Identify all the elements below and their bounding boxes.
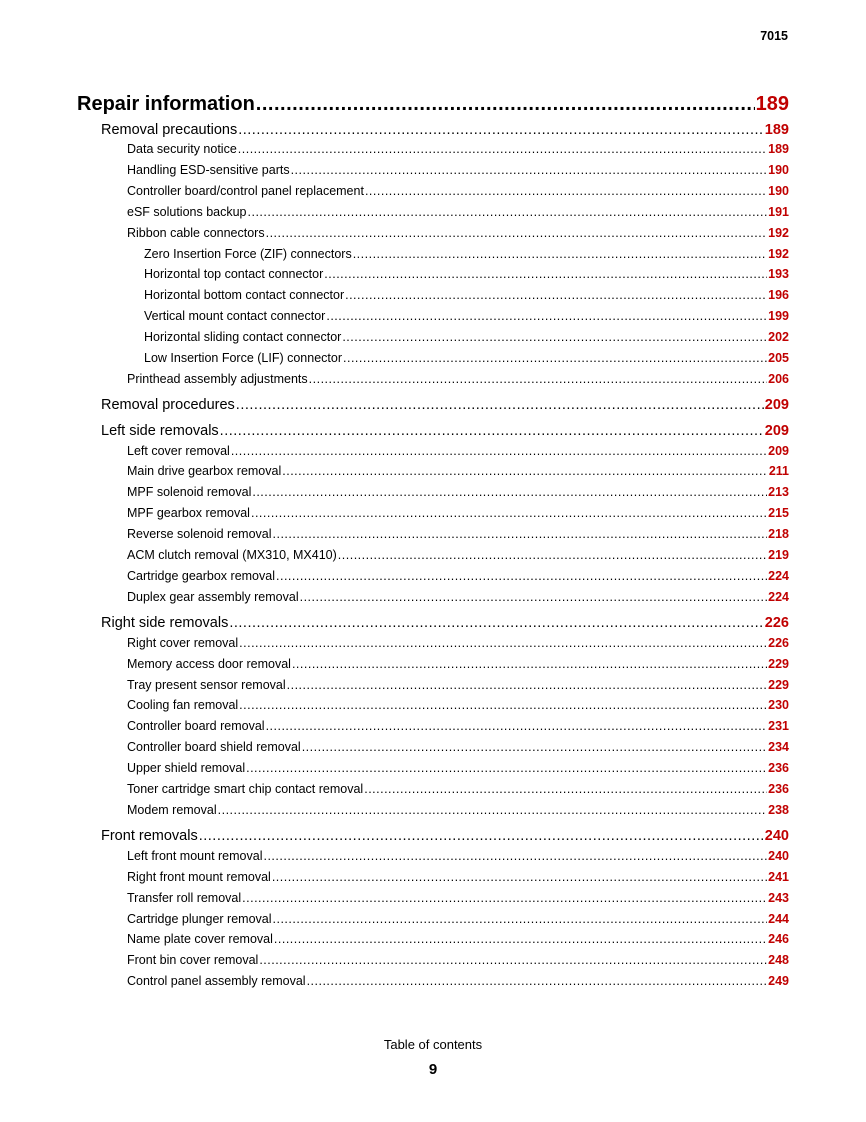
toc-entry-title: Front removals	[101, 828, 198, 845]
toc-entry-title: MPF solenoid removal	[127, 485, 252, 500]
toc-entry[interactable]	[127, 953, 789, 967]
toc-entry-page: 234	[768, 740, 789, 755]
toc-entry-title: Left cover removal	[127, 443, 230, 458]
toc-entry[interactable]	[127, 678, 789, 692]
toc-entry-page: 236	[768, 781, 789, 796]
toc-dot-leader	[364, 782, 767, 796]
toc-entry[interactable]	[101, 423, 789, 439]
toc-entry[interactable]	[144, 247, 789, 261]
toc-entry[interactable]	[127, 527, 789, 541]
toc-entry-page: 244	[768, 911, 789, 926]
toc-entry-page: 189	[764, 121, 789, 138]
toc-entry-title: Vertical mount contact connector	[144, 309, 326, 324]
toc-entry-title: Transfer roll removal	[127, 890, 242, 905]
toc-dot-leader	[309, 372, 767, 386]
toc-entry-title: Control panel assembly removal	[127, 974, 306, 989]
toc-dot-leader	[238, 142, 767, 156]
toc-dot-leader	[229, 615, 763, 631]
toc-entry-title: Printhead assembly adjustments	[127, 371, 308, 386]
toc-dot-leader	[238, 122, 764, 138]
toc-entry-title: Right front mount removal	[127, 869, 271, 884]
toc-entry[interactable]	[101, 828, 789, 844]
toc-dot-leader	[365, 184, 767, 198]
toc-entry-page: 199	[768, 309, 789, 324]
toc-dot-leader	[248, 205, 768, 219]
toc-entry-title: Repair information	[77, 93, 255, 115]
toc-dot-leader	[246, 761, 767, 775]
toc-entry[interactable]	[127, 163, 789, 177]
toc-entry-title: Low Insertion Force (LIF) connector	[144, 350, 342, 365]
toc-entry-page: 189	[768, 142, 789, 157]
toc-entry-title: Right side removals	[101, 615, 229, 631]
toc-entry[interactable]	[144, 288, 789, 302]
toc-dot-leader	[236, 397, 764, 413]
toc-entry-page: 219	[768, 547, 789, 562]
toc-entry-page: 240	[768, 849, 789, 863]
toc-entry-page: 236	[768, 760, 789, 775]
toc-entry[interactable]	[127, 506, 789, 520]
toc-dot-leader	[239, 636, 767, 650]
toc-dot-leader	[273, 912, 768, 926]
toc-entry-page: 218	[768, 526, 789, 541]
toc-dot-leader	[276, 569, 767, 583]
toc-entry-title: Cartridge gearbox removal	[127, 568, 275, 583]
toc-entry-page: 206	[768, 371, 789, 386]
toc-entry-page: 189	[755, 93, 789, 115]
toc-entry-page: 240	[764, 828, 789, 845]
toc-dot-leader	[287, 678, 768, 692]
toc-entry[interactable]	[127, 569, 789, 583]
toc-entry-title: Left front mount removal	[127, 849, 263, 863]
toc-entry[interactable]	[101, 122, 789, 138]
toc-entry[interactable]	[127, 740, 789, 754]
toc-entry-title: Cartridge plunger removal	[127, 911, 272, 926]
toc-entry-title: Handling ESD-sensitive parts	[127, 163, 290, 178]
toc-entry-title: Removal precautions	[101, 121, 238, 138]
toc-entry[interactable]	[101, 615, 789, 631]
toc-entry-page: 213	[768, 485, 789, 500]
toc-dot-leader	[251, 506, 767, 520]
toc-entry-title: Data security notice	[127, 142, 237, 157]
toc-dot-leader	[220, 423, 764, 439]
toc-entry-page: 241	[768, 869, 789, 884]
toc-entry-page: 192	[768, 246, 789, 261]
toc-entry-title: Cooling fan removal	[127, 698, 239, 713]
toc-entry[interactable]	[127, 761, 789, 775]
toc-dot-leader	[292, 657, 767, 671]
toc-entry-title: Controller board removal	[127, 719, 265, 734]
toc-entry-page: 231	[768, 719, 789, 734]
toc-entry-page: 190	[768, 163, 789, 178]
toc-dot-leader	[273, 527, 768, 541]
toc-entry[interactable]	[127, 912, 789, 926]
toc-entry-page: 202	[768, 330, 789, 344]
toc-entry-title: Zero Insertion Force (ZIF) connectors	[144, 246, 352, 261]
toc-entry-page: 230	[768, 698, 789, 713]
toc-entry[interactable]	[127, 226, 789, 240]
toc-dot-leader	[263, 849, 767, 863]
toc-entry[interactable]	[144, 351, 789, 365]
toc-dot-leader	[307, 974, 768, 988]
toc-dot-leader	[282, 464, 768, 478]
toc-entry-page: 215	[768, 506, 789, 521]
toc-entry-title: eSF solutions backup	[127, 204, 247, 219]
toc-entry[interactable]	[127, 548, 789, 562]
toc-entry-title: Removal procedures	[101, 397, 235, 414]
toc-entry[interactable]	[127, 464, 789, 478]
toc-entry[interactable]	[127, 932, 789, 946]
toc-entry[interactable]	[144, 309, 789, 323]
toc-entry-title: Ribbon cable connectors	[127, 225, 265, 240]
toc-dot-leader	[218, 803, 768, 817]
toc-entry[interactable]	[127, 142, 789, 156]
toc-dot-leader	[343, 351, 767, 365]
toc-entry[interactable]	[127, 974, 789, 988]
toc-entry-page: 246	[768, 932, 789, 947]
toc-dot-leader	[353, 247, 767, 261]
toc-dot-leader	[342, 330, 767, 344]
toc-entry-title: Main drive gearbox removal	[127, 464, 282, 479]
toc-entry-page: 238	[768, 802, 789, 817]
toc-entry[interactable]	[127, 184, 789, 198]
toc-entry-title: Right cover removal	[127, 635, 239, 650]
toc-dot-leader	[326, 309, 767, 323]
toc-entry[interactable]	[127, 657, 789, 671]
toc-entry[interactable]	[127, 205, 789, 219]
toc-dot-leader	[252, 485, 767, 499]
toc-entry[interactable]	[127, 485, 789, 499]
document-code: 7015	[760, 29, 788, 43]
toc-entry-page: 229	[768, 677, 789, 692]
toc-entry-title: MPF gearbox removal	[127, 506, 250, 521]
toc-entry-page: 205	[768, 350, 789, 365]
toc-entry[interactable]	[127, 372, 789, 386]
toc-entry-page: 229	[768, 656, 789, 671]
toc-entry-title: Memory access door removal	[127, 656, 291, 671]
toc-entry-title: Horizontal sliding contact connector	[144, 330, 342, 344]
toc-entry-page: 243	[768, 890, 789, 905]
toc-dot-leader	[324, 267, 767, 281]
toc-entry-title: Modem removal	[127, 802, 217, 817]
toc-entry[interactable]	[127, 803, 789, 817]
footer-label: Table of contents	[383, 1037, 483, 1052]
toc-entry-page: 226	[764, 615, 789, 631]
toc-entry-page: 248	[768, 953, 789, 968]
toc-entry[interactable]	[127, 636, 789, 650]
toc-entry-page: 192	[768, 225, 789, 240]
toc-dot-leader	[259, 953, 767, 967]
toc-dot-leader	[266, 719, 768, 733]
toc-entry-page: 191	[768, 204, 789, 219]
toc-entry[interactable]	[144, 267, 789, 281]
toc-dot-leader	[338, 548, 767, 562]
toc-entry-title: Controller board shield removal	[127, 740, 301, 755]
toc-entry[interactable]	[127, 719, 789, 733]
toc-entry-page: 193	[768, 267, 789, 282]
toc-entry-title: Duplex gear assembly removal	[127, 589, 299, 604]
toc-entry-page: 249	[768, 974, 789, 989]
toc-dot-leader	[239, 698, 767, 712]
toc-entry-page: 226	[768, 635, 789, 650]
toc-dot-leader	[291, 163, 768, 177]
toc-dot-leader	[345, 288, 767, 302]
toc-entry[interactable]	[127, 698, 789, 712]
toc-entry-page: 209	[764, 422, 789, 439]
toc-dot-leader	[302, 740, 767, 754]
toc-dot-leader	[199, 828, 764, 844]
toc-entry-title: Controller board/control panel replacement	[127, 184, 364, 199]
toc-dot-leader	[300, 590, 768, 604]
toc-entry-title: Upper shield removal	[127, 760, 246, 775]
toc-entry-page: 211	[768, 464, 789, 479]
toc-entry[interactable]	[77, 93, 789, 116]
toc-entry[interactable]	[127, 590, 789, 604]
toc-entry[interactable]	[127, 849, 789, 863]
toc-entry-title: Front bin cover removal	[127, 953, 259, 968]
toc-entry-page: 224	[768, 589, 789, 604]
toc-entry-title: Left side removals	[101, 422, 219, 439]
toc-entry[interactable]	[144, 330, 789, 344]
toc-entry[interactable]	[127, 782, 789, 796]
toc-dot-leader	[231, 444, 767, 458]
footer-page-number: 9	[428, 1061, 438, 1078]
toc-entry-title: Horizontal top contact connector	[144, 267, 324, 282]
toc-dot-leader	[242, 891, 767, 905]
toc-entry-title: Tray present sensor removal	[127, 677, 286, 692]
toc-dot-leader	[274, 932, 767, 946]
toc-entry-title: Horizontal bottom contact connector	[144, 288, 345, 303]
toc-dot-leader	[256, 93, 755, 116]
toc-entry-page: 190	[768, 184, 789, 199]
toc-entry-page: 209	[764, 397, 789, 414]
toc-entry-page: 196	[768, 288, 789, 303]
toc-dot-leader	[266, 226, 768, 240]
toc-entry[interactable]	[127, 891, 789, 905]
toc-entry[interactable]	[101, 397, 789, 413]
toc-entry-title: Reverse solenoid removal	[127, 526, 272, 541]
toc-entry[interactable]	[127, 870, 789, 884]
toc-entry-title: ACM clutch removal (MX310, MX410)	[127, 547, 337, 562]
toc-entry-page: 224	[768, 568, 789, 583]
toc-dot-leader	[272, 870, 767, 884]
toc-entry[interactable]	[127, 444, 789, 458]
toc-entry-page: 209	[768, 443, 789, 458]
toc-entry-title: Name plate cover removal	[127, 932, 273, 947]
toc-entry-title: Toner cartridge smart chip contact removal	[127, 781, 364, 796]
